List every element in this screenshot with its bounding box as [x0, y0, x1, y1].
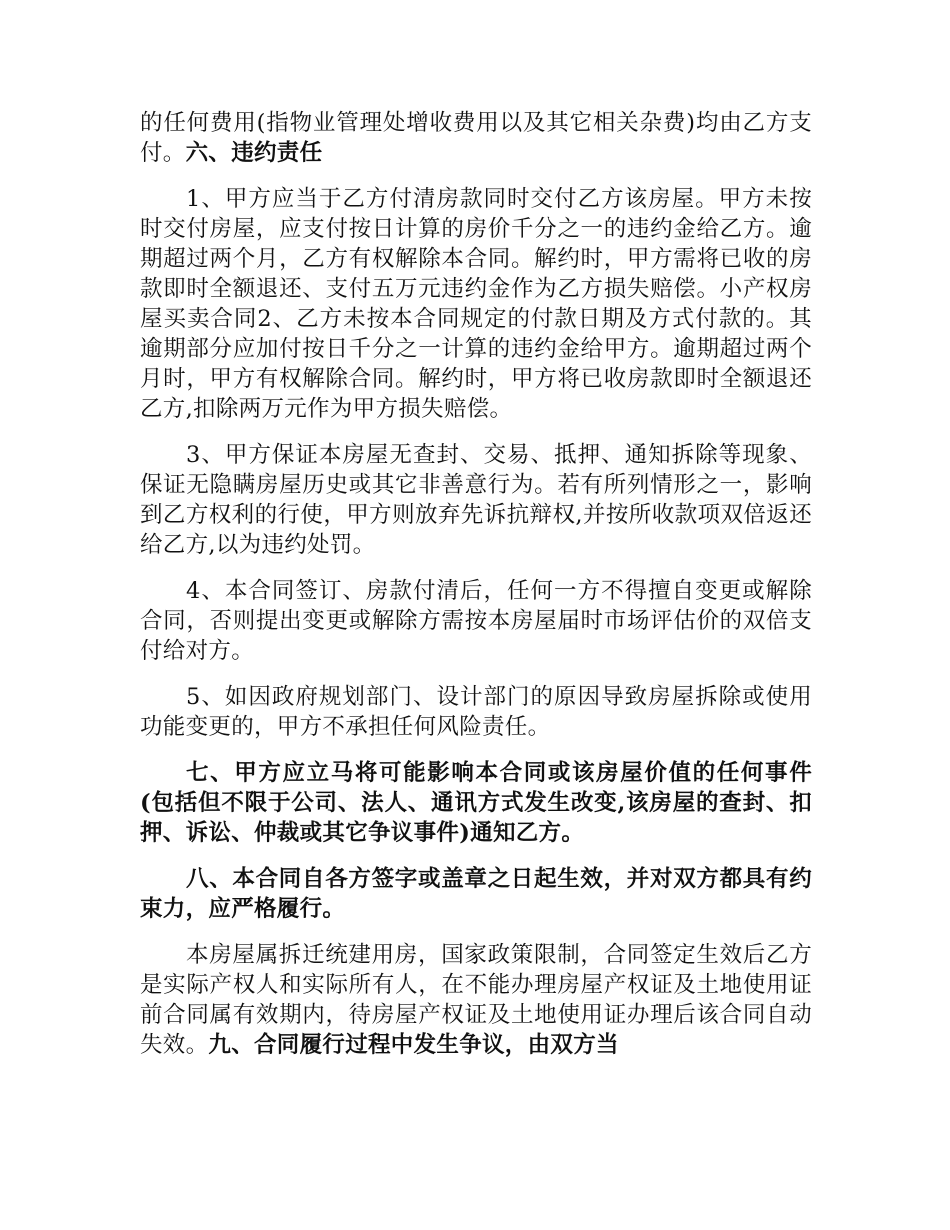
- section-heading-8: 八、本合同自各方签字或盖章之日起生效，并对双方都具有约束力，应严格履行。: [140, 866, 812, 922]
- paragraph-clause-5: [140, 682, 812, 742]
- document-page: [140, 108, 812, 1076]
- paragraph-clause-3: [140, 440, 812, 560]
- text-run: 的任何费用(指物业管理处增收费用以及其它相关杂费)均由乙方支付。: [140, 110, 812, 166]
- section-heading-9: 九、合同履行过程中发生争议，由双方当: [208, 1032, 619, 1058]
- text-run: 4、本合同签订、房款付清后，任何一方不得擅自变更或解除合同，否则提出变更或解除方需按本房屋届时市场评估价的双倍支付给对方。: [140, 578, 812, 664]
- text-run: 3、甲方保证本房屋无查封、交易、抵押、通知拆除等现象、保证无隐瞒房屋历史或其它非善意行为。若有所列情形之一，影响到乙方权利的行使，甲方则放弃先诉抗辩权,并按所收款项双倍返还给乙方,以为违约处罚。: [140, 442, 812, 558]
- section-heading-6: 六、违约责任: [185, 140, 323, 166]
- paragraph-clause-4: [140, 576, 812, 666]
- paragraph-final: [140, 940, 812, 1060]
- paragraph-clause-1: [140, 184, 812, 424]
- section-heading-7: 七、甲方应立马将可能影响本合同或该房屋价值的任何事件(包括但不限于公司、法人、通讯方式发生改变,该房屋的查封、扣押、诉讼、仲裁或其它争议事件)通知乙方。: [140, 760, 812, 846]
- paragraph-continuation: [140, 108, 812, 168]
- text-run: 5、如因政府规划部门、设计部门的原因导致房屋拆除或使用功能变更的，甲方不承担任何风险责任。: [140, 684, 812, 740]
- text-run: 本房屋属拆迁统建用房，国家政策限制，合同签定生效后乙方是实际产权人和实际所有人，在不能办理房屋产权证及土地使用证前合同属有效期内，待房屋产权证及土地使用证办理后该合同自动失效。: [140, 942, 812, 1058]
- text-run: 1、甲方应当于乙方付清房款同时交付乙方该房屋。甲方未按时交付房屋，应支付按日计算的房价千分之一的违约金给乙方。逾期超过两个月，乙方有权解除本合同。解约时，甲方需将已收的房款即时全额退还、支付五万元违约金作为乙方损失赔偿。小产权房屋买卖合同2、乙方未按本合同规定的付款日期及方式付款的。其逾期部分应加付按日千分之一计算的违约金给甲方。逾期超过两个月时，甲方有权解除合同。解约时，甲方将已收房款即时全额退还乙方,扣除两万元作为甲方损失赔偿。: [140, 186, 812, 422]
- paragraph-section-7: [140, 758, 812, 848]
- paragraph-section-8: [140, 864, 812, 924]
